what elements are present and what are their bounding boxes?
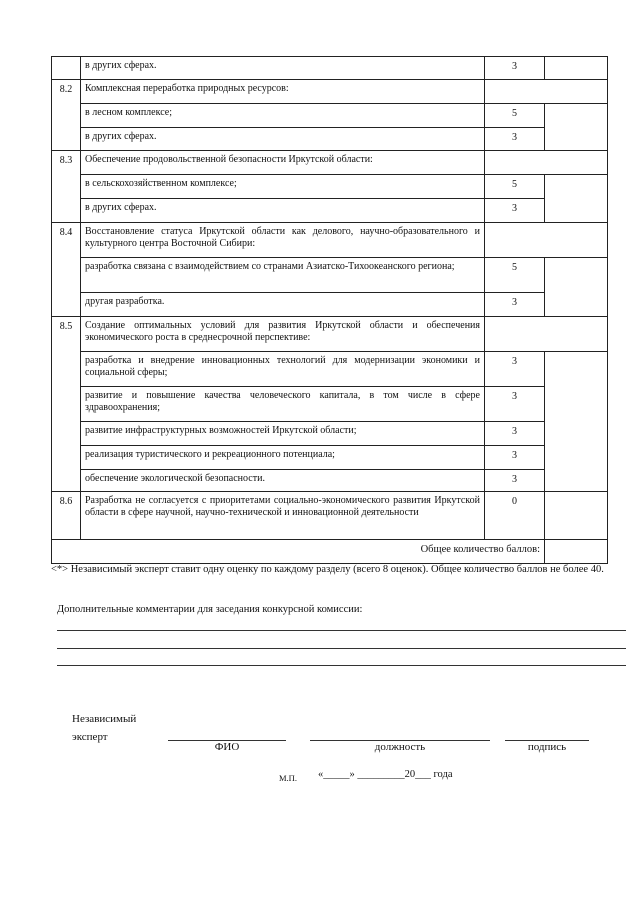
position-caption: должность bbox=[374, 741, 426, 753]
row-text: реализация туристического и рекреационного потенциала; bbox=[81, 446, 485, 470]
row-score: 3 bbox=[485, 293, 545, 317]
fio-caption: ФИО bbox=[214, 741, 240, 753]
row-score: 5 bbox=[485, 104, 545, 128]
table-row bbox=[52, 422, 608, 446]
row-text: обеспечение экологической безопасности. bbox=[81, 470, 485, 492]
row-text: в других сферах. bbox=[81, 57, 485, 80]
total-label: Общее количество баллов: bbox=[52, 540, 545, 564]
row-score: 3 bbox=[485, 128, 545, 151]
section-title: Восстановление статуса Иркутской области как делового, научно-образовательного и культурного центра Восточной Сибири: bbox=[81, 223, 485, 258]
row-mark-cell[interactable] bbox=[545, 104, 608, 151]
row-text: развитие и повышение качества человеческого капитала, в том числе в сфере здравоохранения; bbox=[81, 387, 485, 422]
section-title: Создание оптимальных условий для развития Иркутской области и обеспечения экономического роста в среднесрочной перспективе: bbox=[81, 317, 485, 352]
row-text: в сельскохозяйственном комплексе; bbox=[81, 175, 485, 199]
row-score: 3 bbox=[485, 57, 545, 80]
row-number: 8.3 bbox=[52, 151, 81, 223]
section-title: Комплексная переработка природных ресурсов: bbox=[81, 80, 485, 104]
row-mark-cell[interactable] bbox=[545, 57, 608, 80]
table-row bbox=[52, 57, 608, 80]
row-score: 3 bbox=[485, 387, 545, 422]
row-score: 0 bbox=[485, 492, 545, 540]
row-number: 8.6 bbox=[52, 492, 81, 540]
footnote: <*> Независимый эксперт ставит одну оценку по каждому разделу (всего 8 оценок). Общее количество баллов не более 40. bbox=[51, 564, 604, 575]
row-text: другая разработка. bbox=[81, 293, 485, 317]
signature-caption: подпись bbox=[527, 741, 567, 753]
row-text: развитие инфраструктурных возможностей Иркутской области; bbox=[81, 422, 485, 446]
row-number: 8.2 bbox=[52, 80, 81, 151]
section-blank bbox=[485, 317, 608, 352]
comments-title: Дополнительные комментарии для заседания конкурсной комиссии: bbox=[57, 604, 363, 615]
total-score-cell[interactable] bbox=[545, 540, 608, 564]
row-mark-cell[interactable] bbox=[545, 258, 608, 317]
row-score: 3 bbox=[485, 422, 545, 446]
section-blank bbox=[485, 80, 608, 104]
expert-label-line1: Независимый bbox=[72, 713, 137, 725]
table-row bbox=[52, 175, 608, 199]
row-number: 8.4 bbox=[52, 223, 81, 317]
row-score: 3 bbox=[485, 352, 545, 387]
row-text: в других сферах. bbox=[81, 128, 485, 151]
total-row bbox=[52, 540, 608, 564]
row-score: 3 bbox=[485, 446, 545, 470]
table-row bbox=[52, 317, 608, 352]
row-mark-cell[interactable] bbox=[545, 352, 608, 492]
comment-line[interactable] bbox=[57, 648, 626, 649]
comment-line[interactable] bbox=[57, 665, 626, 666]
row-text: в других сферах. bbox=[81, 199, 485, 223]
row-mark-cell[interactable] bbox=[545, 492, 608, 540]
table-row bbox=[52, 223, 608, 258]
table-row bbox=[52, 80, 608, 104]
table-row bbox=[52, 293, 608, 317]
row-score: 3 bbox=[485, 199, 545, 223]
row-mark-cell[interactable] bbox=[545, 175, 608, 223]
row-score: 3 bbox=[485, 470, 545, 492]
table-row bbox=[52, 470, 608, 492]
table-row bbox=[52, 128, 608, 151]
table-row bbox=[52, 446, 608, 470]
comment-line[interactable] bbox=[57, 630, 626, 631]
row-text: разработка и внедрение инновационных технологий для модернизации экономики и социальной сферы; bbox=[81, 352, 485, 387]
stamp-placeholder: М.П. bbox=[279, 773, 297, 783]
date-field[interactable]: «_____» _________20___ года bbox=[318, 769, 453, 780]
table-row bbox=[52, 387, 608, 422]
expert-label-line2: эксперт bbox=[72, 731, 108, 743]
row-score: 5 bbox=[485, 258, 545, 293]
table-row bbox=[52, 199, 608, 223]
row-number: 8.5 bbox=[52, 317, 81, 492]
section-title: Обеспечение продовольственной безопасности Иркутской области: bbox=[81, 151, 485, 175]
row-text: Разработка не согласуется с приоритетами социально-экономического развития Иркутской области в сфере научной, научно-технической и инновационной деятельности bbox=[81, 492, 485, 540]
row-text: разработка связана с взаимодействием со странами Азиатско-Тихоокеанского региона; bbox=[81, 258, 485, 293]
table-row bbox=[52, 104, 608, 128]
row-score: 5 bbox=[485, 175, 545, 199]
table-row bbox=[52, 352, 608, 387]
criteria-table bbox=[51, 56, 608, 564]
section-blank bbox=[485, 151, 608, 175]
row-text: в лесном комплексе; bbox=[81, 104, 485, 128]
expert-label bbox=[72, 710, 136, 746]
table-row bbox=[52, 492, 608, 540]
row-number bbox=[52, 57, 81, 80]
table-row bbox=[52, 151, 608, 175]
section-blank bbox=[485, 223, 608, 258]
table-row bbox=[52, 258, 608, 293]
